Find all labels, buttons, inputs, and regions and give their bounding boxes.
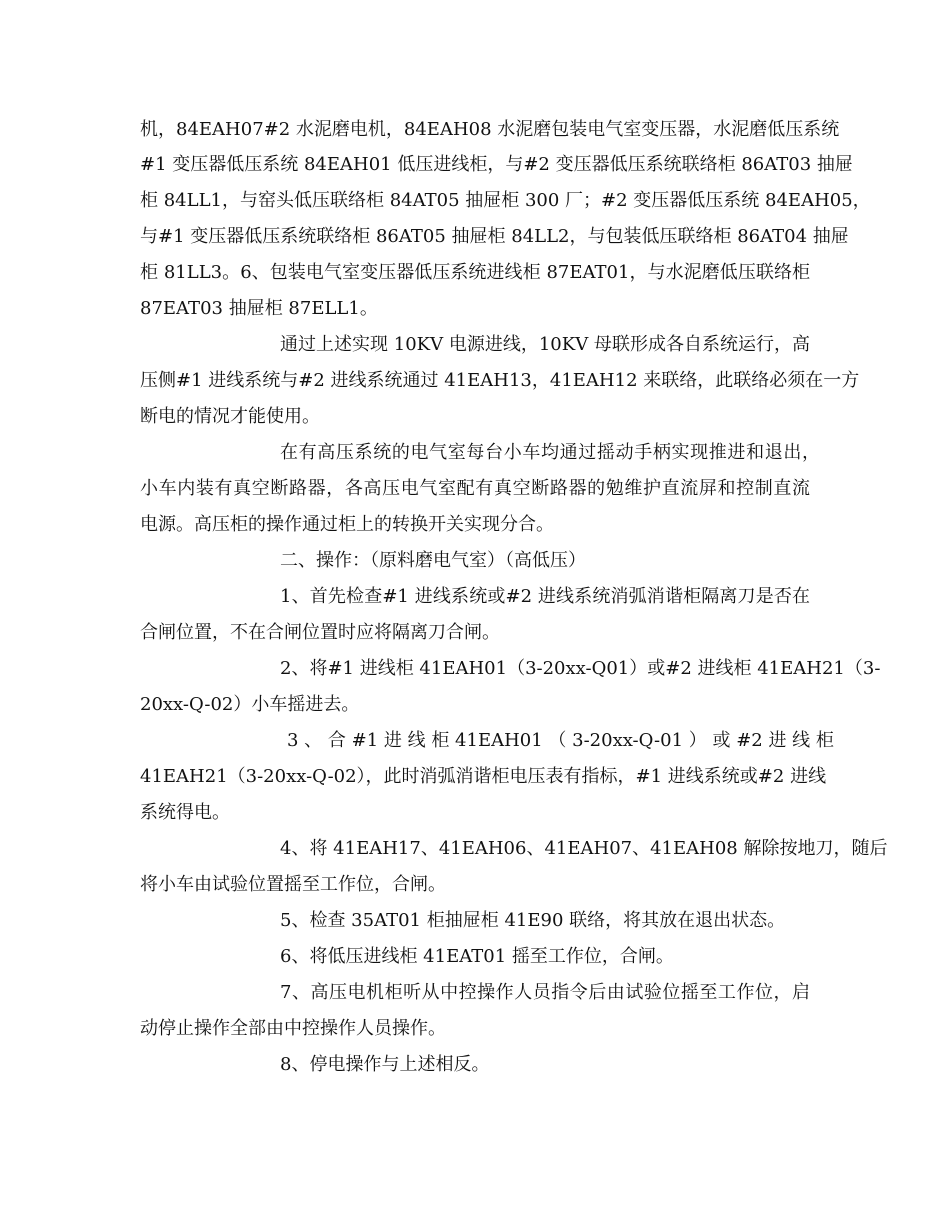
text-line: 4、将 41EAH17、41EAH06、41EAH07、41EAH08 解除按地刀，随后 [280, 838, 888, 859]
section-heading: 二、操作：（原料磨电气室）（高低压） [280, 550, 586, 571]
text-line: 电源。高压柜的操作通过柜上的转换开关实现分合。 [140, 514, 554, 535]
text-line: 小车内装有真空断路器，各高压电气室配有真空断路器的勉维护直流屏和控制直流 [140, 478, 810, 499]
text-line: 7、高压电机柜听从中控操作人员指令后由试验位摇至工作位，启 [280, 982, 810, 1003]
text-line: 机，84EAH07#2 水泥磨电机，84EAH08 水泥磨包装电气室变压器，水泥磨低压系统 [140, 119, 840, 140]
text-line: 8、停电操作与上述相反。 [280, 1054, 490, 1075]
text-line: 87EAT03 抽屉柜 87ELL1。 [140, 298, 378, 319]
text-line: 1、首先检查#1 进线系统或#2 进线系统消弧消谐柜隔离刀是否在 [280, 586, 810, 607]
text-line: 动停止操作全部由中控操作人员操作。 [140, 1018, 446, 1039]
text-line: 断电的情况才能使用。 [140, 406, 320, 427]
text-line: #1 变压器低压系统 84EAH01 低压进线柜，与#2 变压器低压系统联络柜 86AT03 抽屉 [140, 154, 853, 175]
text-line: 2、将#1 进线柜 41EAH01（3-20xx-Q01）或#2 进线柜 41EAH21（3- [280, 658, 881, 679]
text-line: 柜 81LL3。6、包装电气室变压器低压系统进线柜 87EAT01，与水泥磨低压联络柜 [140, 262, 810, 283]
text-line: 5、检查 35AT01 柜抽屉柜 41E90 联络，将其放在退出状态。 [280, 910, 786, 931]
text-line: 压侧#1 进线系统与#2 进线系统通过 41EAH13，41EAH12 来联络，此联络必须在一方 [140, 370, 860, 391]
text-line: 41EAH21（3-20xx-Q-02），此时消弧消谐柜电压表有指标，#1 进线系统或#2 进线 [140, 766, 827, 787]
text-line: 20xx-Q-02）小车摇进去。 [140, 694, 360, 715]
text-line: 通过上述实现 10KV 电源进线，10KV 母联形成各自系统运行，高 [280, 334, 810, 355]
text-line: 柜 84LL1，与窑头低压联络柜 84AT05 抽屉柜 300 厂；#2 变压器低压系统 84EAH05， [140, 190, 871, 211]
text-line: 合闸位置，不在合闸位置时应将隔离刀合闸。 [140, 622, 500, 643]
text-line: 将小车由试验位置摇至工作位，合闸。 [140, 874, 446, 895]
text-line: 6、将低压进线柜 41EAT01 摇至工作位，合闸。 [280, 946, 674, 967]
text-line: 3 、 合 #1 进 线 柜 41EAH01 （ 3-20xx-Q-01 ） 或 #2 进 线 柜 [287, 730, 834, 751]
text-line: 在有高压系统的电气室每台小车均通过摇动手柄实现推进和退出， [280, 442, 820, 463]
text-line: 与#1 变压器低压系统联络柜 86AT05 抽屉柜 84LL2，与包装低压联络柜 86AT04 抽屉 [140, 226, 849, 247]
text-line: 系统得电。 [140, 802, 230, 823]
